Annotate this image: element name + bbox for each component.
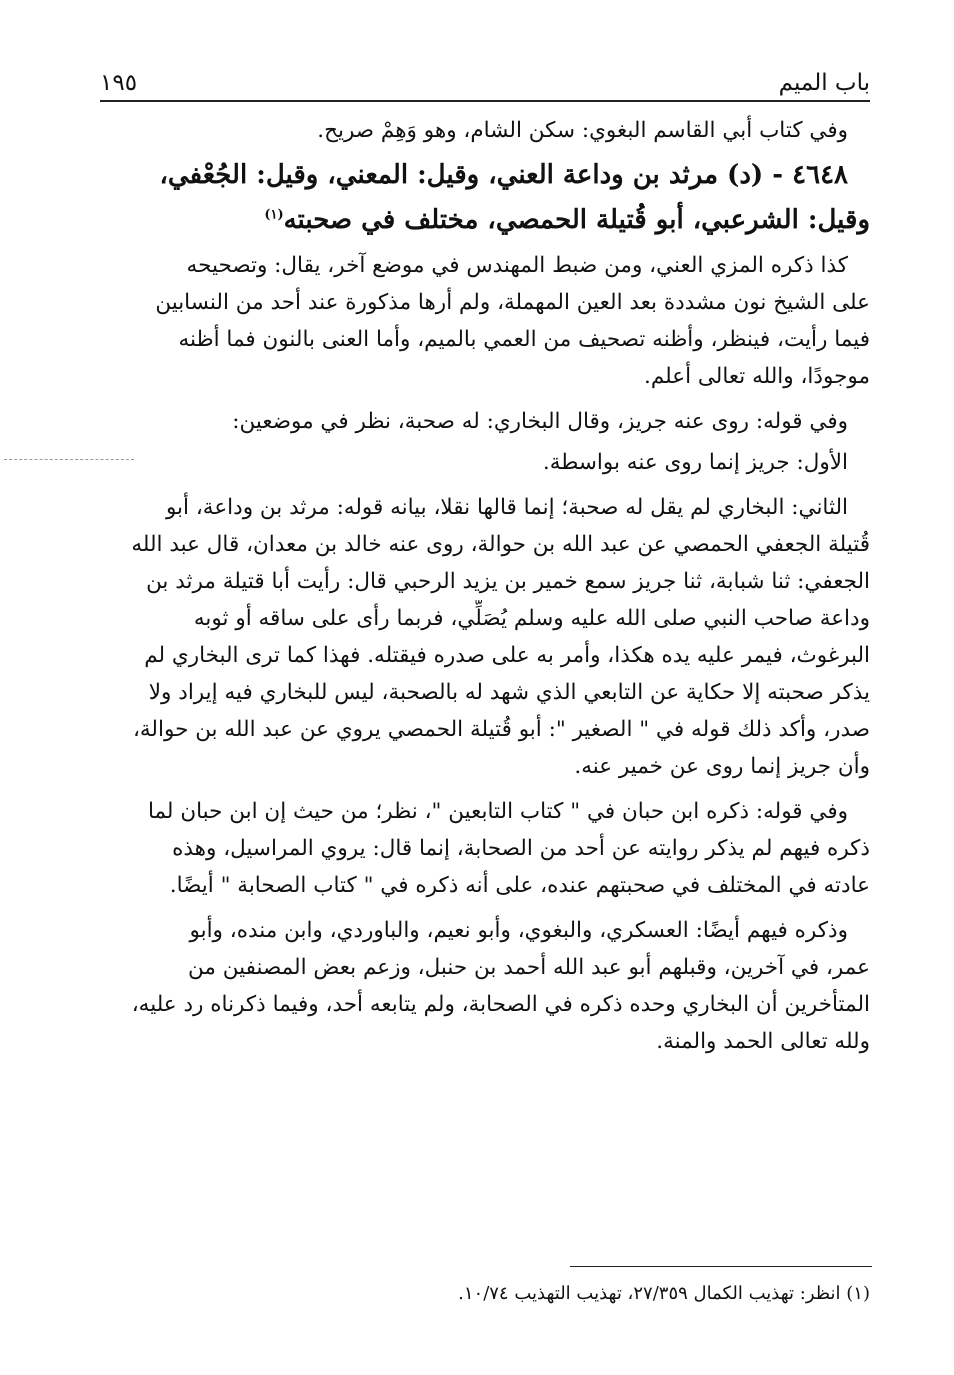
text-line: البرغوث، فيمر عليه يده هكذا، وأمر به على صدره فيقتله. فهذا كما ترى البخاري لم — [144, 643, 870, 668]
text-line: الجعفي: ثنا شبابة، ثنا جريز سمع خمير بن يزيد الرحبي قال: رأيت أبا قتيلة مرثد بن — [146, 569, 870, 594]
page-header — [100, 62, 870, 98]
text-line: ولله تعالى الحمد والمنة. — [656, 1029, 870, 1054]
header-rule — [100, 100, 870, 102]
text-line: على الشيخ نون مشددة بعد العين المهملة، ولم أرها مذكورة عند أحد من النسابين — [155, 290, 870, 315]
text-line: الثاني: البخاري لم يقل له صحبة؛ إنما قالها نقلا، بيانه قوله: مرثد بن وداعة، أبو — [165, 495, 848, 520]
paragraph-2 — [100, 403, 870, 440]
entry-title-line-2 — [100, 198, 870, 243]
page-body — [100, 112, 870, 1060]
text-line: قُتيلة الجعفي الحمصي عن عبد الله بن حوالة، روى عنه خالد بن معدان، قال عبد الله — [131, 532, 870, 557]
text-line: وأن جريز إنما روى عن خمير عنه. — [574, 754, 870, 779]
paragraph-5 — [100, 793, 870, 904]
paragraph-1 — [100, 247, 870, 395]
text-line: صدر، وأكد ذلك قوله في " الصغير ": أبو قُتيلة الحمصي يروي عن عبد الله بن حوالة، — [132, 717, 870, 742]
text-line: موجودًا، والله تعالى أعلم. — [643, 364, 870, 389]
page-number: ١٩٥ — [100, 70, 138, 96]
text-line: عمر، في آخرين، وقبلهم أبو عبد الله أحمد بن حنبل، وزعم بعض المصنفين من — [188, 955, 870, 980]
text-line: وداعة صاحب النبي صلى الله عليه وسلم يُصَلِّي، فربما رأى على ساقه أو ثوبه — [193, 606, 870, 631]
text-line: المتأخرين أن البخاري وحده ذكره في الصحابة، ولم يتابعه أحد، وفيما ذكرناه رد عليه، — [131, 992, 870, 1017]
footnote-reference[interactable]: (١) — [264, 207, 284, 223]
footnote: (١) انظر: تهذيب الكمال ٢٧/٣٥٩، تهذيب التهذيب ١٠/٧٤. — [458, 1283, 870, 1304]
text-line: وذكره فيهم أيضًا: العسكري، والبغوي، وأبو نعيم، والباوردي، وابن منده، وأبو — [189, 918, 848, 943]
text-line: يذكر صحبته إلا حكاية عن التابعي الذي شهد له بالصحبة، ليس للبخاري فيه إيراد ولا — [148, 680, 870, 705]
footnote-rule — [570, 1266, 872, 1267]
paragraph-6 — [100, 912, 870, 1060]
text-line: ذكره فيهم لم يذكر روايته عن أحد من الصحابة، إنما قال: يروي المراسيل، وهذه — [172, 836, 870, 861]
paragraph-4 — [100, 489, 870, 785]
text-line: كذا ذكره المزي العني، ومن ضبط المهندس في موضع آخر، يقال: وتصحيحه — [186, 253, 848, 278]
text-line: فيما رأيت، فينظر، وأظنه تصحيف من العمي بالميم، وأما العنى بالنون فما أظنه — [178, 327, 870, 352]
chapter-title: باب الميم — [778, 70, 870, 96]
text-line: وفي قوله: ذكره ابن حبان في " كتاب التابعين "، نظر؛ من حيث إن ابن حبان لما — [147, 799, 848, 824]
entry-title-line-1: ٤٦٤٨ - (د) مرثد بن وداعة العني، وقيل: المعني، وقيل: الجُعْفي، — [159, 160, 848, 190]
text-line: الأول: جريز إنما روى عنه بواسطة. — [542, 450, 848, 475]
text-line: عادته في المختلف في صحبتهم عنده، على أنه ذكره في " كتاب الصحابة " أيضًا. — [169, 873, 870, 898]
text-line: وفي كتاب أبي القاسم البغوي: سكن الشام، وهو وَهِمْ صريح. — [317, 118, 848, 143]
entry-title-text: وقيل: الشرعبي، أبو قُتيلة الحمصي، مختلف في صحبته — [283, 205, 870, 235]
text-line: وفي قوله: روى عنه جريز، وقال البخاري: له صحبة، نظر في موضعين: — [232, 409, 848, 434]
paragraph-3 — [100, 444, 870, 481]
